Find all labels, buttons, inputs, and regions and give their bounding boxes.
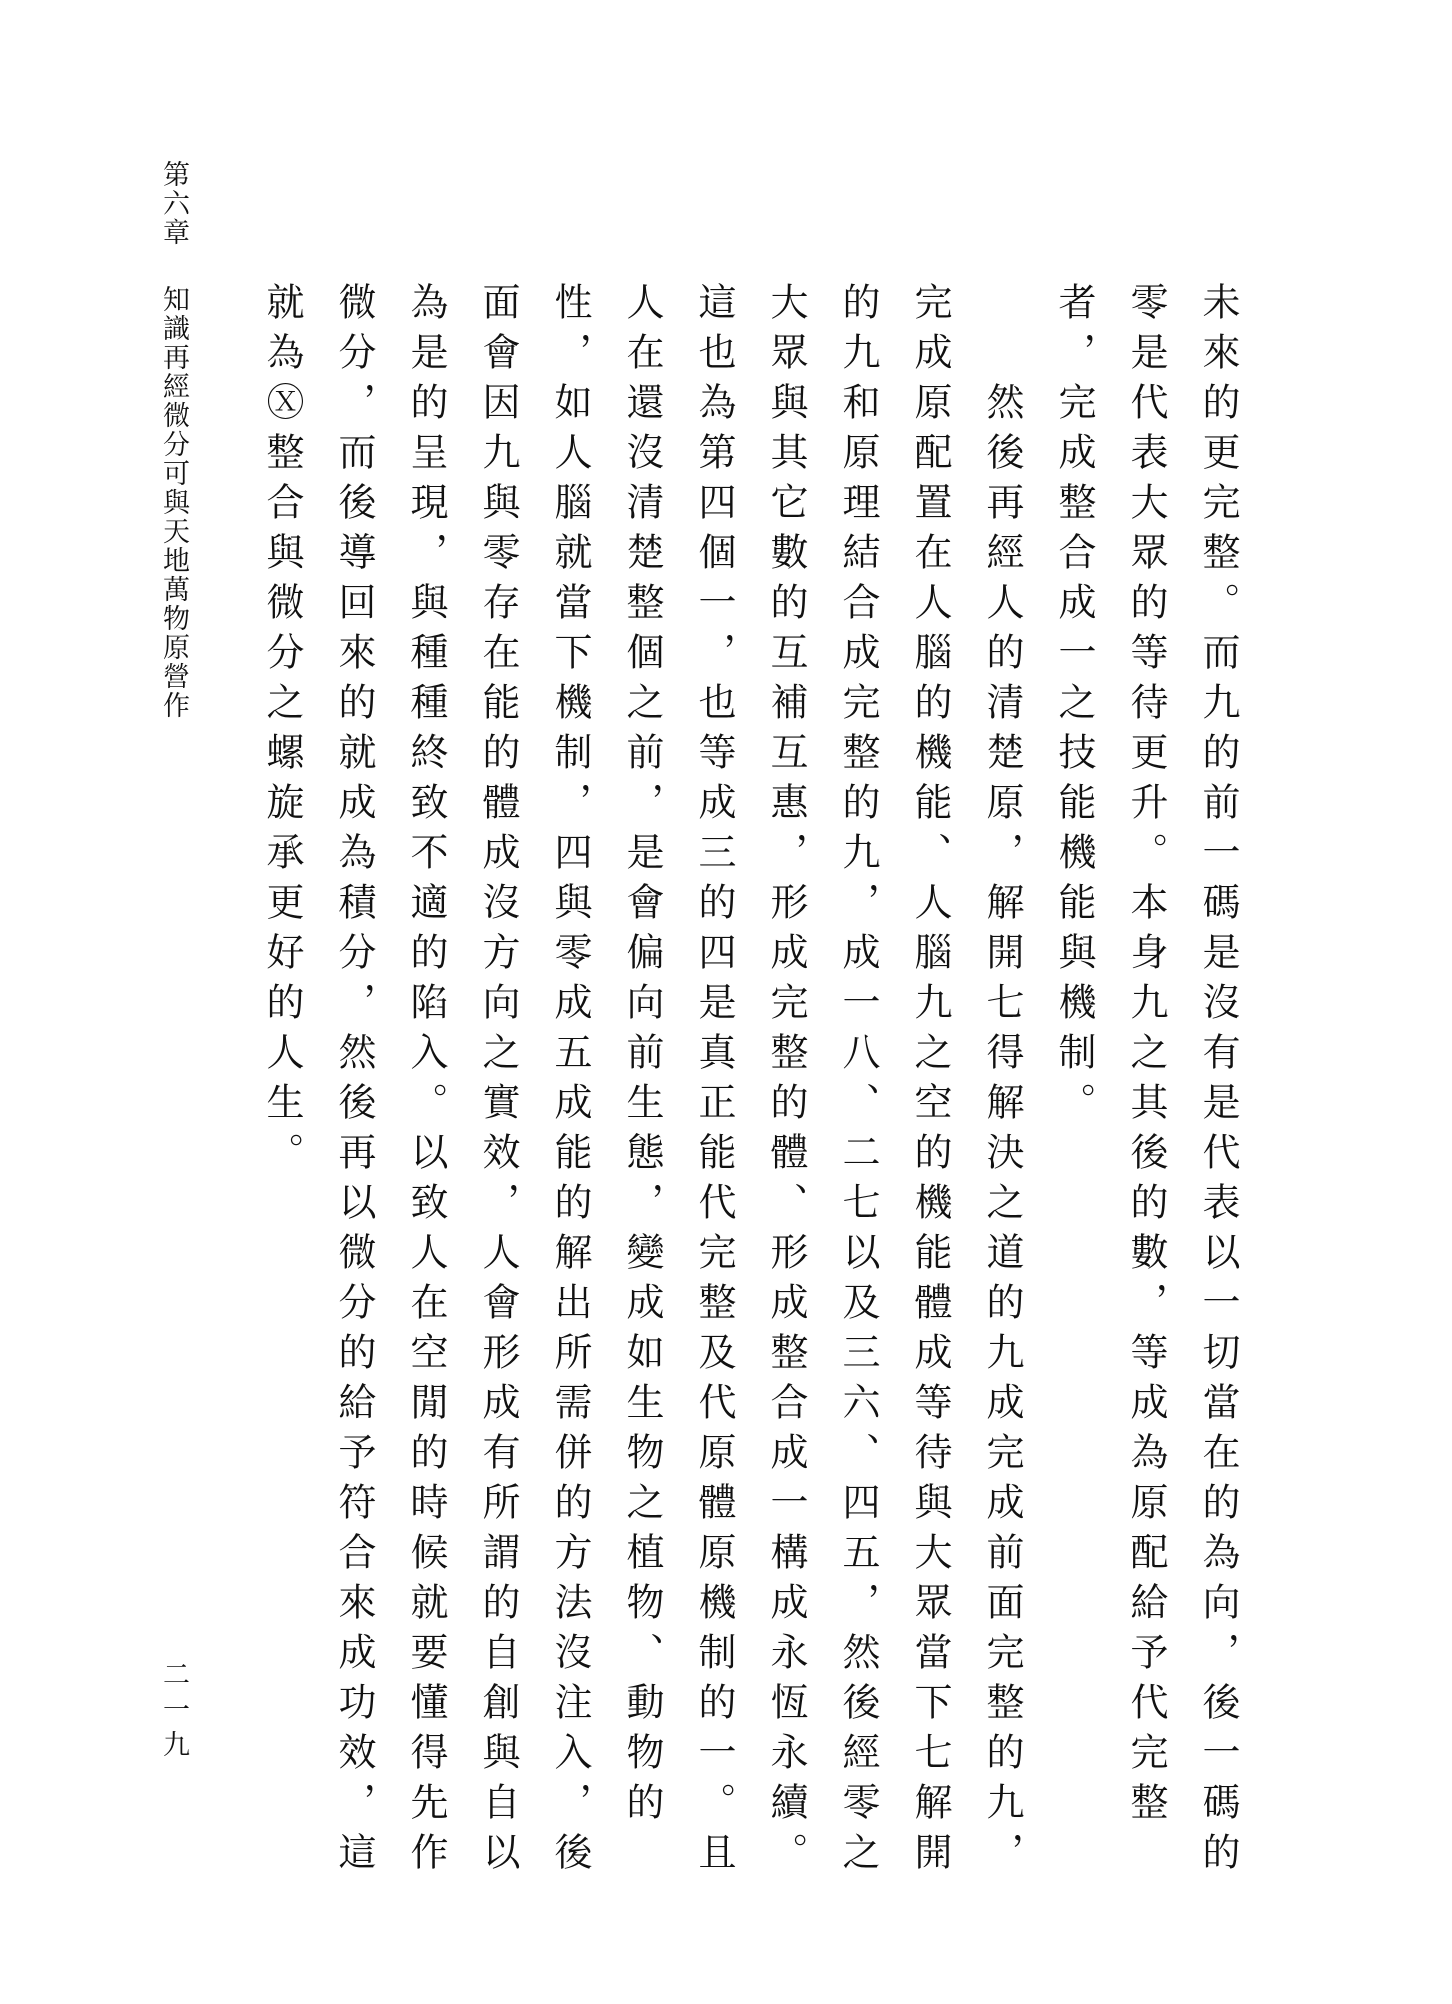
chapter-label: 第六章 [158,160,189,247]
page-number: 二一九 [158,1660,189,1765]
running-head [150,160,190,720]
chapter-title: 知識再經微分可與天地萬物原營作 [158,285,189,720]
paragraph-2: 然後再經人的清楚原，解開七得解決之道的九成完成前面完整的九，完成原配置在人腦的機能、人腦九之空的機能體成等待與大眾當下七解開的九和原理結合成完整的九，成一八、二七以及三六、四五，然後經零之大眾與其它數的互補互惠，形成完整的體、形成整合成一構成永恆永續。這也為第四個一，也等成三的四是真正能代完整及代原體原機制的一。且人在還沒清楚整個之前，是會偏向前生態，變成如生物之植物、動物的性，如人腦就當下機制，四與零成五成能的解出所需併的方法沒注入，後面會因九與零存在能的體成沒方向之實效，人會形成有所謂的自創與自以為是的呈現，與種種終致不適的陷入。以致人在空閒的時候就要懂得先作微分，而後導回來的就成為積分，然後再以微分的給予符合來成功效，這就為Ⓧ整合與微分之螺旋承更好的人生。 [260,282,1024,1882]
paragraph-1: 未來的更完整。而九的前一碼是沒有是代表以一切當在的為向，後一碼的零是代表大眾的等待更升。本身九之其後的數，等成為原配給予代完整者，完成整合成一之技能機能與機制。 [1052,282,1240,1882]
body-text [246,282,1254,1922]
